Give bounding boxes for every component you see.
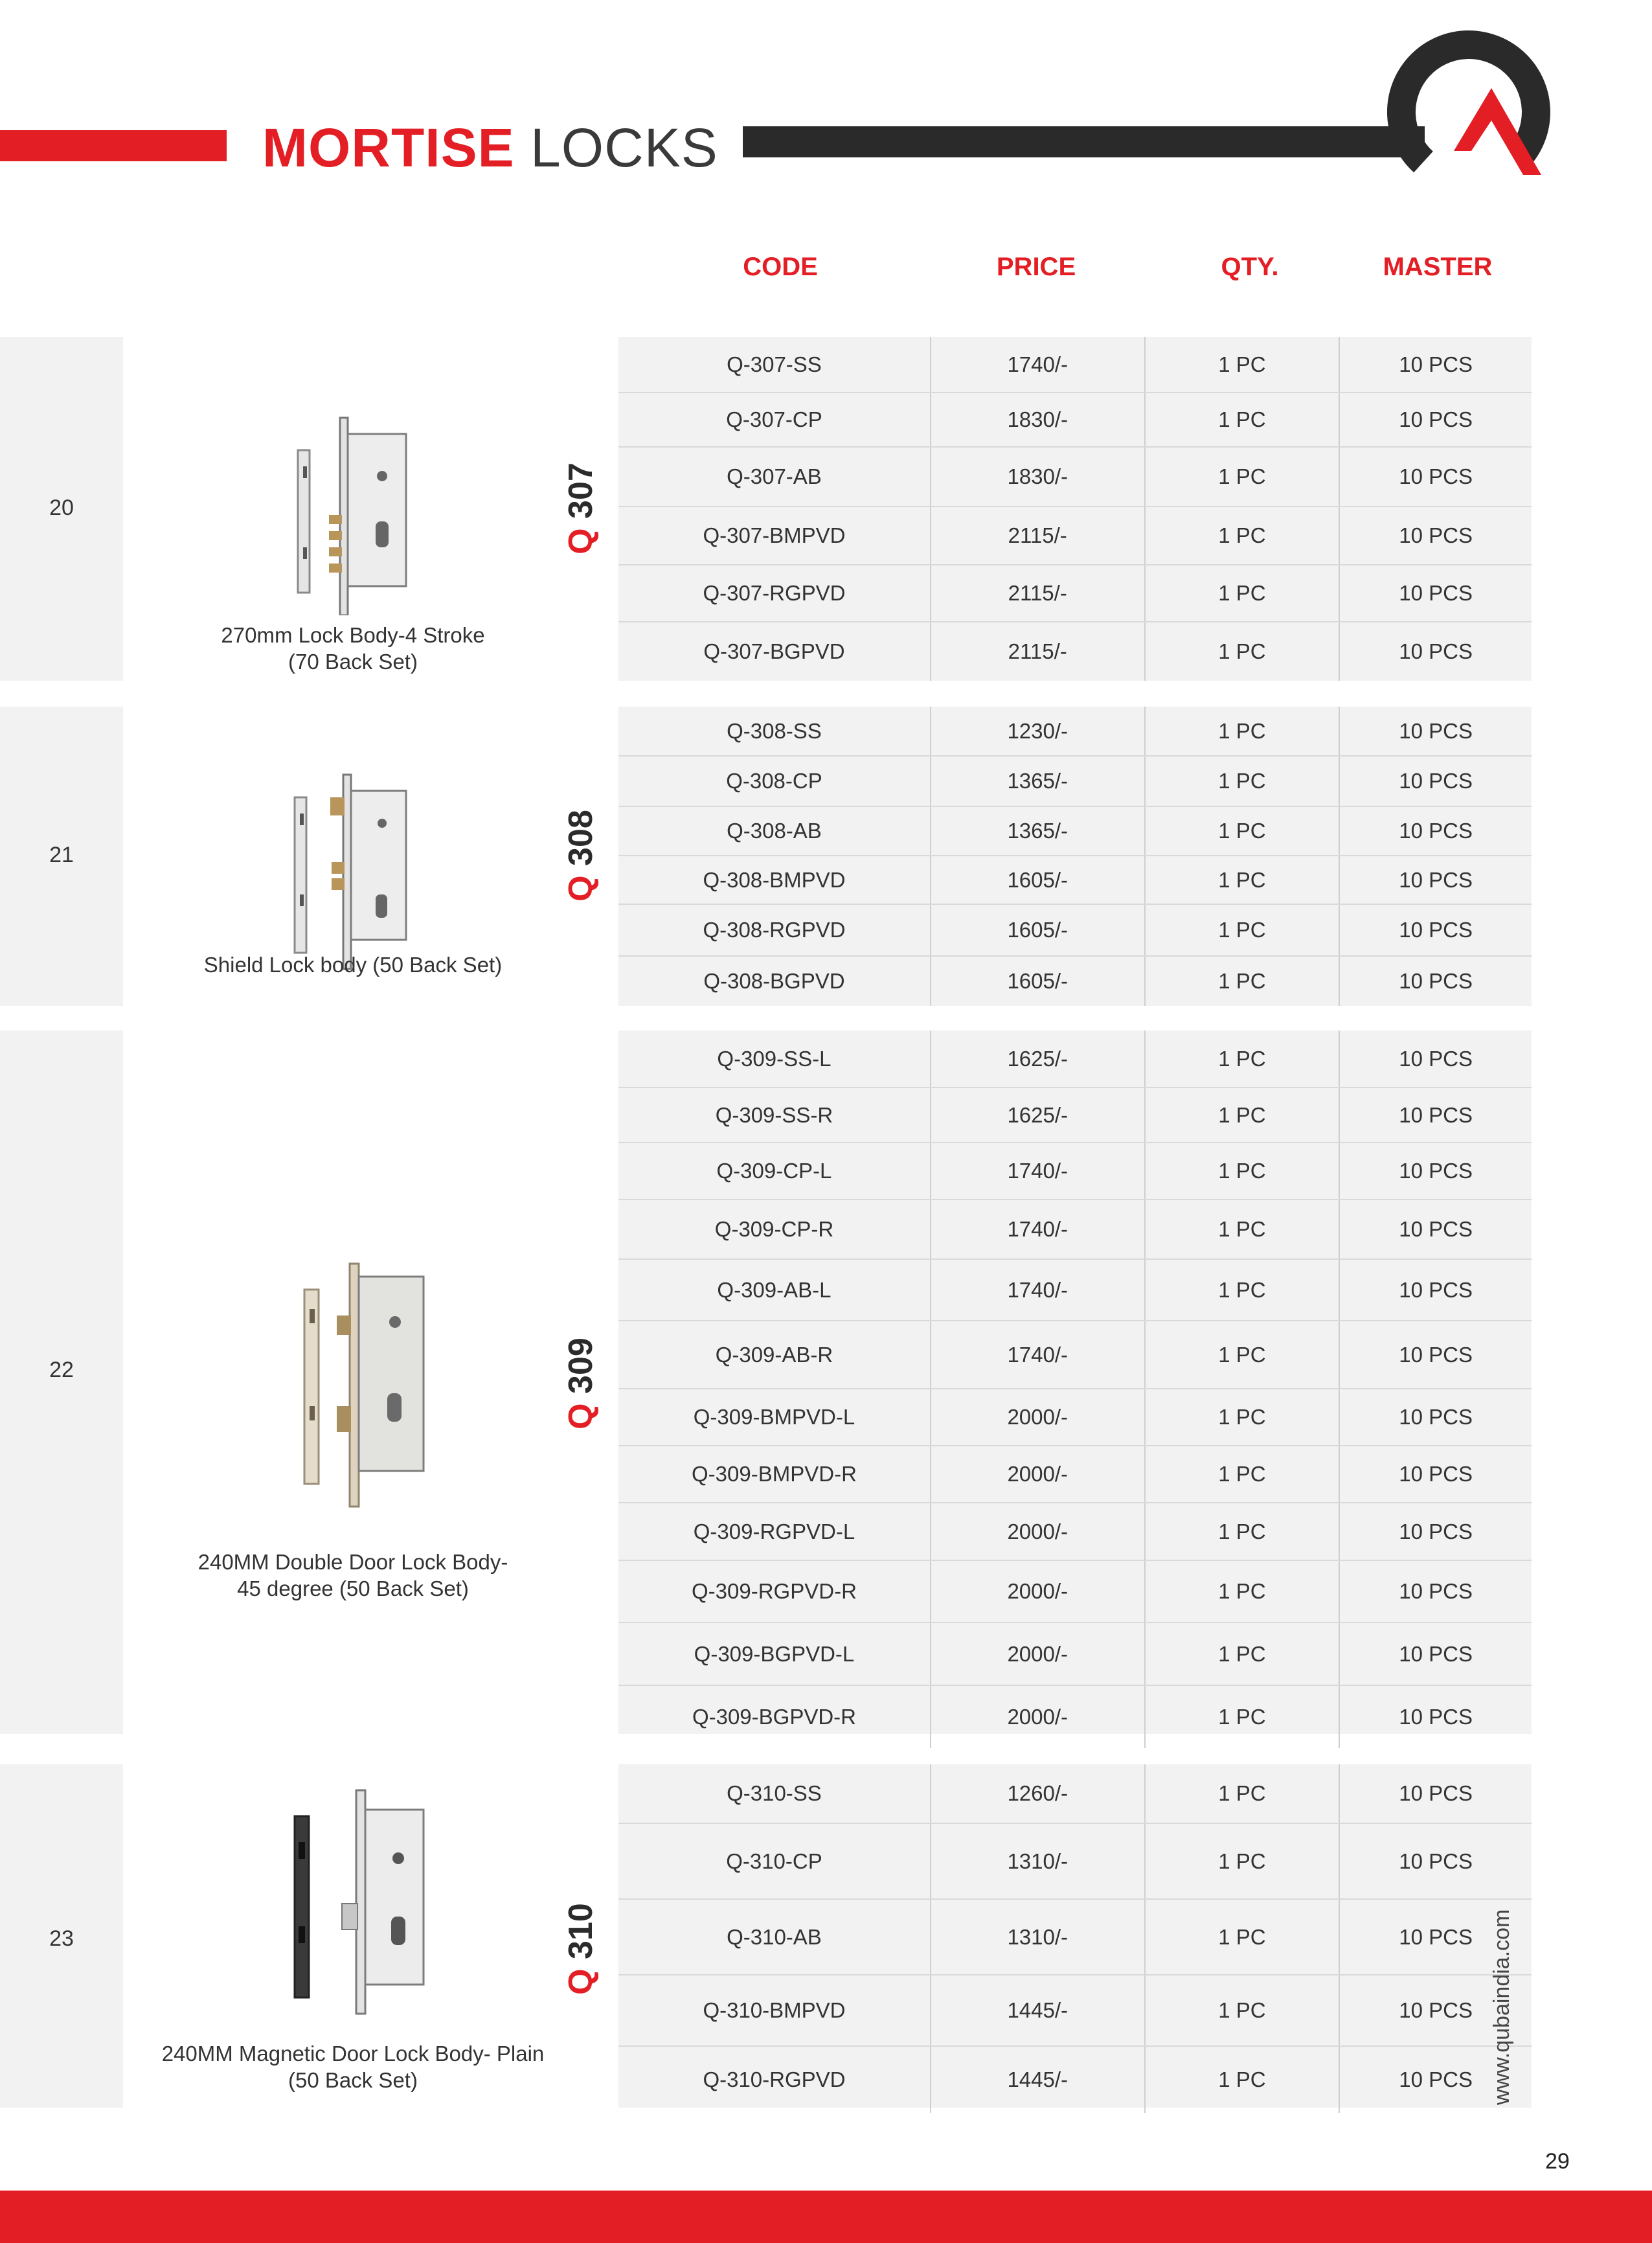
item-number-cell (0, 707, 123, 1006)
cell-code: Q-307-BMPVD (618, 507, 931, 564)
cell-master: 10 PCS (1399, 523, 1473, 547)
shield-lock-body-image (278, 765, 424, 979)
cell-code: Q-308-BGPVD (618, 957, 931, 1006)
product-group-q308 (0, 707, 1531, 1006)
table-row (618, 757, 1532, 807)
model-prefix: Q (562, 1403, 600, 1429)
cell-master: 10 PCS (1399, 1998, 1473, 2022)
table-row (618, 1623, 1532, 1686)
cell-qty: 1 PC (1146, 1446, 1341, 1502)
cell-code: Q-310-BMPVD (618, 1975, 931, 2045)
cell-qty: 1 PC (1146, 1389, 1341, 1445)
product-group-q309 (0, 1030, 1531, 1734)
cell-master: 10 PCS (1399, 1705, 1473, 1729)
cell-qty: 1 PC (1146, 1975, 1341, 2045)
cell-qty: 1 PC (1146, 707, 1341, 755)
cell-price: 1605/- (931, 856, 1146, 904)
cell-qty: 1 PC (1146, 757, 1341, 806)
cell-code: Q-308-AB (618, 807, 931, 855)
cell-code: Q-309-BMPVD-L (618, 1389, 931, 1445)
item-number-cell (0, 1764, 123, 2108)
table-row (618, 856, 1532, 905)
cell-code: Q-307-CP (618, 393, 931, 446)
cell-qty: 1 PC (1146, 1143, 1341, 1199)
cell-master: 10 PCS (1399, 581, 1473, 605)
cell-price: 1740/- (931, 1200, 1146, 1258)
cell-price: 1310/- (931, 1900, 1146, 1974)
cell-price: 1830/- (931, 393, 1146, 446)
description-line-1: 240MM Double Door Lock Body- (198, 1550, 508, 1574)
model-number: 310 (562, 1903, 600, 1959)
cell-qty: 1 PC (1146, 1200, 1341, 1258)
table-row (618, 1030, 1532, 1088)
table-row (618, 622, 1532, 681)
cell-master: 10 PCS (1399, 1519, 1473, 1543)
item-number: 21 (49, 843, 74, 867)
page-number: 29 (1545, 2149, 1570, 2174)
cell-code: Q-307-AB (618, 448, 931, 506)
cell-master: 10 PCS (1399, 1102, 1473, 1127)
cell-master: 10 PCS (1399, 1849, 1473, 1873)
cell-price: 2115/- (931, 622, 1146, 681)
price-table (618, 337, 1532, 681)
cell-code: Q-309-SS-L (618, 1030, 931, 1087)
cell-code: Q-308-RGPVD (618, 905, 931, 955)
cell-master: 10 PCS (1399, 867, 1473, 892)
cell-qty: 1 PC (1146, 1030, 1341, 1087)
cell-price: 1740/- (931, 1260, 1146, 1320)
cell-qty: 1 PC (1146, 1503, 1341, 1560)
price-table (618, 1030, 1532, 1734)
cell-master: 10 PCS (1399, 1462, 1473, 1486)
header-red-bar (0, 130, 227, 161)
cell-price: 2115/- (931, 565, 1146, 621)
product-description (149, 622, 557, 675)
column-header-qty: QTY. (1221, 253, 1279, 281)
table-row (618, 1260, 1532, 1321)
table-row (618, 905, 1532, 957)
table-row (618, 1561, 1532, 1623)
column-header-code: CODE (743, 253, 818, 281)
model-code-vertical (561, 1900, 600, 1998)
model-number: 307 (562, 462, 600, 519)
table-row (618, 1200, 1532, 1260)
cell-qty: 1 PC (1146, 507, 1341, 564)
cell-master: 10 PCS (1399, 1342, 1473, 1367)
cell-code: Q-308-BMPVD (618, 856, 931, 904)
table-row (618, 807, 1532, 856)
double-door-lock-body-image (278, 1257, 447, 1510)
cell-code: Q-309-BGPVD-R (618, 1686, 931, 1748)
cell-qty: 1 PC (1146, 2047, 1341, 2113)
cell-qty: 1 PC (1146, 337, 1341, 392)
product-description (149, 951, 557, 978)
description-line-2: (70 Back Set) (288, 650, 418, 674)
cell-qty: 1 PC (1146, 1321, 1341, 1388)
page-title (262, 115, 718, 180)
cell-code: Q-309-RGPVD-R (618, 1561, 931, 1622)
item-number: 20 (49, 495, 74, 520)
cell-code: Q-307-RGPVD (618, 565, 931, 621)
cell-master: 10 PCS (1399, 1277, 1473, 1302)
table-row (618, 1321, 1532, 1389)
cell-price: 1605/- (931, 905, 1146, 955)
cell-code: Q-310-SS (618, 1764, 931, 1823)
table-row (618, 393, 1532, 448)
table-row (618, 1686, 1532, 1748)
cell-price: 1365/- (931, 757, 1146, 806)
cell-master: 10 PCS (1399, 1217, 1473, 1241)
cell-qty: 1 PC (1146, 856, 1341, 904)
cell-code: Q-310-RGPVD (618, 2047, 931, 2113)
model-code-vertical (561, 1335, 600, 1432)
cell-code: Q-309-RGPVD-L (618, 1503, 931, 1560)
cell-qty: 1 PC (1146, 1900, 1341, 1974)
cell-qty: 1 PC (1146, 807, 1341, 855)
cell-qty: 1 PC (1146, 1088, 1341, 1142)
cell-price: 1740/- (931, 1143, 1146, 1199)
cell-code: Q-307-SS (618, 337, 931, 392)
cell-qty: 1 PC (1146, 957, 1341, 1006)
description-line-2: (50 Back Set) (288, 2068, 418, 2092)
table-row (618, 1824, 1532, 1900)
cell-master: 10 PCS (1399, 1924, 1473, 1949)
cell-qty: 1 PC (1146, 1561, 1341, 1622)
item-number-cell (0, 1030, 123, 1734)
model-number: 308 (562, 810, 600, 866)
cell-code: Q-309-CP-L (618, 1143, 931, 1199)
table-row (618, 337, 1532, 393)
product-description (130, 2040, 576, 2093)
lock-body-4-stroke-image (278, 405, 424, 615)
cell-price: 1445/- (931, 2047, 1146, 2113)
cell-qty: 1 PC (1146, 622, 1341, 681)
table-row (618, 1975, 1532, 2047)
cell-price: 2000/- (931, 1503, 1146, 1560)
header-dark-bar (743, 126, 1425, 157)
cell-master: 10 PCS (1399, 718, 1473, 743)
table-row (618, 957, 1532, 1006)
cell-price: 1740/- (931, 1321, 1146, 1388)
cell-qty: 1 PC (1146, 448, 1341, 506)
model-prefix: Q (562, 528, 600, 554)
description-line-1: Shield Lock body (50 Back Set) (203, 953, 503, 977)
table-row (618, 565, 1532, 622)
price-table (618, 707, 1532, 1006)
cell-master: 10 PCS (1399, 918, 1473, 942)
model-code-vertical (561, 807, 600, 904)
footer-red-bar (0, 2191, 1652, 2243)
cell-price: 1740/- (931, 337, 1146, 392)
cell-master: 10 PCS (1399, 2067, 1473, 2091)
table-row (618, 1764, 1532, 1824)
cell-master: 10 PCS (1399, 819, 1473, 843)
table-row (618, 1900, 1532, 1975)
price-table (618, 1764, 1532, 2108)
cell-master: 10 PCS (1399, 1579, 1473, 1603)
cell-master: 10 PCS (1399, 1405, 1473, 1429)
cell-price: 1625/- (931, 1088, 1146, 1142)
cell-master: 10 PCS (1399, 769, 1473, 793)
cell-code: Q-308-CP (618, 757, 931, 806)
cell-qty: 1 PC (1146, 905, 1341, 955)
cell-master: 10 PCS (1399, 639, 1473, 663)
item-number: 22 (49, 1358, 74, 1382)
magnetic-door-lock-body-image (278, 1784, 437, 2017)
cell-code: Q-309-CP-R (618, 1200, 931, 1258)
cell-qty: 1 PC (1146, 1686, 1341, 1748)
page-title-light: LOCKS (514, 117, 718, 178)
item-number-cell (0, 337, 123, 681)
quba-logo-icon (1373, 12, 1567, 187)
table-row (618, 1389, 1532, 1446)
cell-qty: 1 PC (1146, 1824, 1341, 1898)
table-row (618, 2047, 1532, 2113)
cell-code: Q-310-AB (618, 1900, 931, 1974)
cell-master: 10 PCS (1399, 464, 1473, 488)
website-url[interactable]: www.qubaindia.com (1489, 1909, 1514, 2105)
cell-code: Q-309-AB-L (618, 1260, 931, 1320)
cell-master: 10 PCS (1399, 1781, 1473, 1805)
table-row (618, 1503, 1532, 1561)
cell-price: 1230/- (931, 707, 1146, 755)
table-row (618, 1143, 1532, 1200)
cell-price: 1625/- (931, 1030, 1146, 1087)
table-row (618, 1446, 1532, 1503)
cell-code: Q-310-CP (618, 1824, 931, 1898)
column-header-master: MASTER (1383, 253, 1493, 281)
cell-master: 10 PCS (1399, 969, 1473, 993)
cell-price: 2000/- (931, 1446, 1146, 1502)
product-group-q310 (0, 1764, 1531, 2108)
cell-master: 10 PCS (1399, 1046, 1473, 1071)
model-prefix: Q (562, 875, 600, 902)
table-row (618, 1088, 1532, 1143)
cell-price: 2000/- (931, 1389, 1146, 1445)
description-line-1: 270mm Lock Body-4 Stroke (221, 623, 485, 647)
cell-price: 1310/- (931, 1824, 1146, 1898)
cell-qty: 1 PC (1146, 1623, 1341, 1685)
cell-price: 2000/- (931, 1686, 1146, 1748)
cell-master: 10 PCS (1399, 407, 1473, 431)
cell-qty: 1 PC (1146, 1260, 1341, 1320)
cell-price: 1365/- (931, 807, 1146, 855)
cell-qty: 1 PC (1146, 565, 1341, 621)
cell-master: 10 PCS (1399, 1641, 1473, 1666)
cell-code: Q-309-AB-R (618, 1321, 931, 1388)
cell-code: Q-309-BGPVD-L (618, 1623, 931, 1685)
model-prefix: Q (562, 1968, 600, 1995)
table-row (618, 448, 1532, 507)
cell-master: 10 PCS (1399, 1159, 1473, 1183)
product-group-q307 (0, 337, 1531, 681)
cell-code: Q-308-SS (618, 707, 931, 755)
cell-code: Q-309-BMPVD-R (618, 1446, 931, 1502)
product-description (149, 1549, 557, 1602)
cell-price: 2115/- (931, 507, 1146, 564)
cell-qty: 1 PC (1146, 1764, 1341, 1823)
page-title-bold: MORTISE (262, 117, 515, 178)
cell-price: 1605/- (931, 957, 1146, 1006)
table-row (618, 507, 1532, 565)
cell-price: 1830/- (931, 448, 1146, 506)
cell-qty: 1 PC (1146, 393, 1341, 446)
cell-price: 2000/- (931, 1561, 1146, 1622)
cell-price: 2000/- (931, 1623, 1146, 1685)
description-line-1: 240MM Magnetic Door Lock Body- Plain (161, 2042, 545, 2066)
table-row (618, 707, 1532, 757)
cell-master: 10 PCS (1399, 352, 1473, 376)
item-number: 23 (49, 1926, 74, 1951)
model-number: 309 (562, 1338, 600, 1394)
model-code-vertical (561, 460, 600, 557)
cell-code: Q-307-BGPVD (618, 622, 931, 681)
cell-price: 1260/- (931, 1764, 1146, 1823)
column-header-price: PRICE (996, 253, 1076, 281)
description-line-2: 45 degree (50 Back Set) (237, 1577, 469, 1600)
cell-code: Q-309-SS-R (618, 1088, 931, 1142)
cell-price: 1445/- (931, 1975, 1146, 2045)
